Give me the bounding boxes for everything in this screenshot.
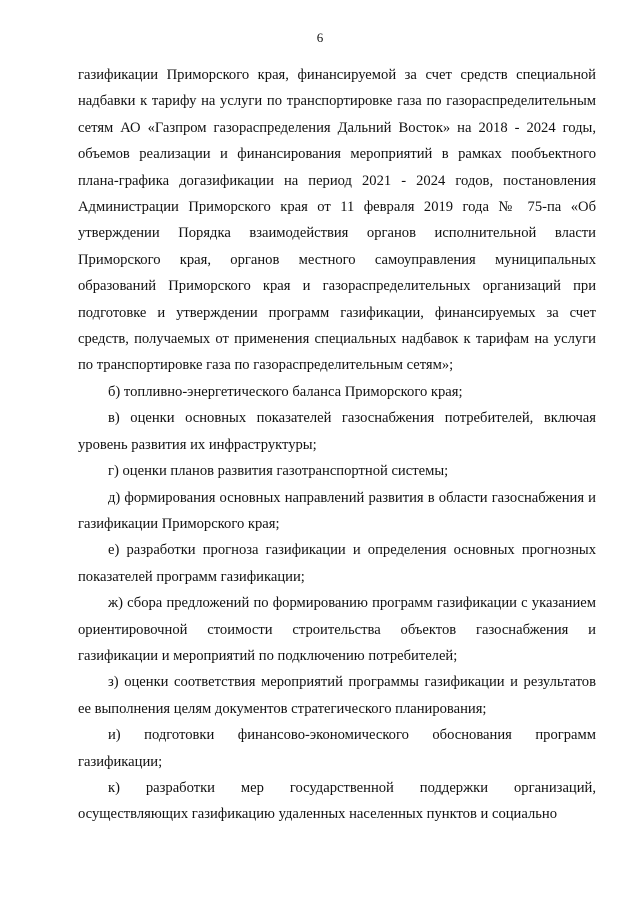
list-item-v: в) оценки основных показателей газоснабжения потребителей, включая уровень развития их инфраструктуры; xyxy=(78,410,596,453)
list-item-z: з) оценки соответствия мероприятий программы газификации и результатов ее выполнения целям документов стратегического планирования; xyxy=(78,674,596,717)
list-item-b: б) топливно-энергетического баланса Приморского края; xyxy=(108,383,463,400)
list-item-i: и) подготовки финансово-экономического обоснования программ газификации; xyxy=(78,727,596,770)
paragraph-continuation: газификации Приморского края, финансируемой за счет средств специальной надбавки к тарифу на услуги по транспортировке газа по газораспределительным сетям АО «Газпром газораспределения Дальний Восток» на 2018 - 2024 годы, объемов реализации и финансирования мероприятий в рамках пообъектного плана-графика догазификации на период 2021 - 2024 годов, постановления Администрации Приморского края от 11 февраля 2019 года № 75-па «Об утверждении Порядка взаимодействия органов исполнительной власти Приморского края, органов местного самоуправления муниципальных образований Приморского края и газораспределительных организаций при подготовке и утверждении программ газификации, финансируемых за счет средств, получаемых от применения специальных надбавок к тарифам на услуги по транспортировке газа по газораспределительным сетям»; xyxy=(78,67,596,374)
list-item-g: г) оценки планов развития газотранспортной системы; xyxy=(108,463,449,480)
page-number: 6 xyxy=(316,30,324,45)
list-item-d: д) формирования основных направлений развития в области газоснабжения и газификации Приморского края; xyxy=(78,489,596,532)
list-item-k: к) разработки мер государственной поддержки организаций, осуществляющих газификацию удаленных населенных пунктов и социально xyxy=(78,779,596,823)
document-body xyxy=(78,62,596,828)
list-item-zh: ж) сбора предложений по формированию программ газификации с указанием ориентировочной стоимости строительства объектов газоснабжения и газификации и мероприятий по подключению потребителей; xyxy=(78,595,596,664)
list-item-e: е) разработки прогноза газификации и определения основных прогнозных показателей программ газификации; xyxy=(78,542,596,585)
